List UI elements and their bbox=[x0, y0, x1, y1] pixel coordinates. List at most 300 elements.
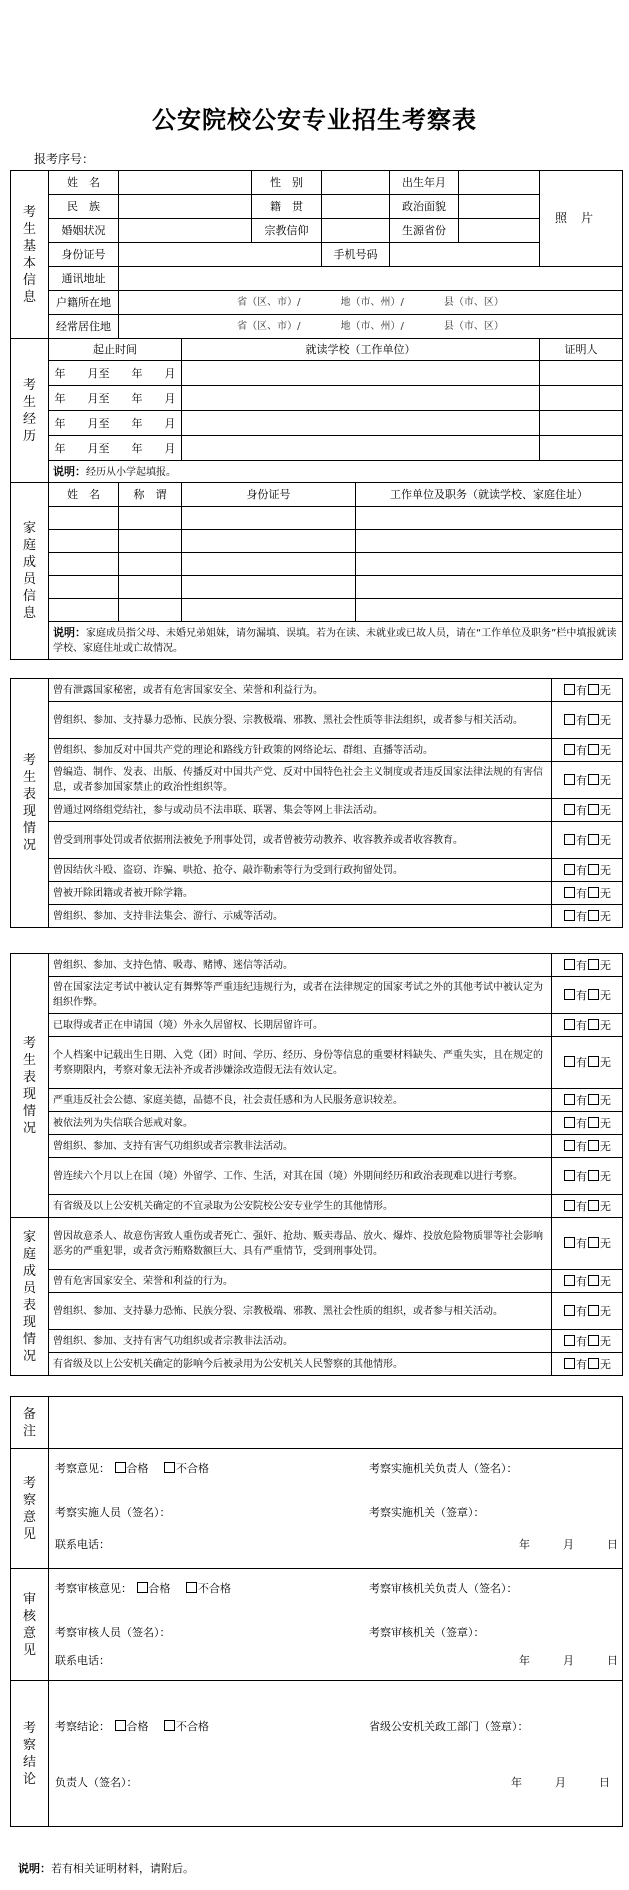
yes-no-choice bbox=[552, 1330, 623, 1353]
marital-status-label: 婚姻状况 bbox=[49, 219, 119, 243]
no-label: 无 bbox=[600, 988, 611, 1002]
yes-checkbox[interactable] bbox=[564, 1019, 575, 1030]
checklist-row bbox=[11, 702, 623, 739]
yes-label: 有 bbox=[576, 988, 587, 1002]
inspection-opinion-cell bbox=[49, 1449, 623, 1569]
household-registration-label: 户籍所在地 bbox=[49, 291, 119, 315]
checklist-row bbox=[11, 1158, 623, 1195]
section-label-candidate-performance: 考生表现情况 bbox=[11, 954, 49, 1218]
no-checkbox[interactable] bbox=[588, 1019, 599, 1030]
yes-label: 有 bbox=[576, 909, 587, 923]
registration-number-label: 报考序号： bbox=[34, 152, 95, 166]
checklist-item-text: 被依法列为失信联合惩戒对象。 bbox=[49, 1112, 552, 1135]
no-checkbox[interactable] bbox=[588, 1170, 599, 1181]
pass-checkbox[interactable] bbox=[137, 1582, 148, 1593]
opinions-table bbox=[10, 1396, 623, 1827]
yes-label: 有 bbox=[576, 886, 587, 900]
candidate-performance-table-2 bbox=[10, 953, 623, 1376]
checklist-row bbox=[11, 1330, 623, 1353]
conclusion-line: 考察结论： 合格 不合格 bbox=[55, 1720, 209, 1733]
checklist-row bbox=[11, 799, 623, 822]
family-work-field[interactable] bbox=[356, 576, 623, 599]
checklist-item-text: 曾有泄露国家秘密，或者有危害国家安全、荣誉和利益行为。 bbox=[49, 679, 552, 702]
yes-label: 有 bbox=[576, 1274, 587, 1288]
family-work-field[interactable] bbox=[356, 553, 623, 576]
start-end-time-header: 起止时间 bbox=[49, 339, 182, 361]
no-checkbox[interactable] bbox=[588, 1237, 599, 1248]
checklist-item-text: 已取得或者正在申请国（境）外永久居留权、长期居留许可。 bbox=[49, 1014, 552, 1037]
no-checkbox[interactable] bbox=[588, 1140, 599, 1151]
yes-label: 有 bbox=[576, 1093, 587, 1107]
experience-period[interactable]: 年 月至 年 月 bbox=[49, 436, 182, 461]
no-checkbox[interactable] bbox=[588, 714, 599, 725]
section-label-family-info: 家庭成员信息 bbox=[11, 483, 49, 660]
yes-checkbox[interactable] bbox=[564, 1056, 575, 1067]
yes-no-choice bbox=[552, 679, 623, 702]
id-card-field[interactable] bbox=[119, 243, 322, 267]
no-label: 无 bbox=[600, 683, 611, 697]
checklist-item-text: 曾编造、制作、发表、出版、传播反对中国共产党、反对中国特色社会主义制度或者违反国家法律法规的有害信息，或者参加国家禁止的政治性组织等。 bbox=[49, 762, 552, 799]
no-checkbox[interactable] bbox=[588, 1335, 599, 1346]
no-checkbox[interactable] bbox=[588, 744, 599, 755]
basic-info-table bbox=[10, 170, 623, 660]
checklist-item-text: 有省级及以上公安机关确定的不宜录取为公安院校公安专业学生的其他情形。 bbox=[49, 1195, 552, 1218]
no-label: 无 bbox=[600, 1304, 611, 1318]
photo-box[interactable]: 照片 bbox=[540, 171, 623, 267]
family-name-header: 姓 名 bbox=[49, 483, 119, 507]
checklist-row bbox=[11, 679, 623, 702]
family-id-card-field[interactable] bbox=[182, 553, 356, 576]
footnote-label: 说明： bbox=[18, 1862, 51, 1875]
section-label-candidate-performance: 考生表现情况 bbox=[11, 679, 49, 928]
no-checkbox[interactable] bbox=[588, 1117, 599, 1128]
no-label: 无 bbox=[600, 1274, 611, 1288]
conclusion-dept-seal[interactable]: 省级公安机关政工部门（签章）： bbox=[369, 1720, 529, 1733]
checklist-item-text: 曾组织、参加、支持有害气功组织或者宗教非法活动。 bbox=[49, 1330, 552, 1353]
no-label: 无 bbox=[600, 743, 611, 757]
native-place-field[interactable] bbox=[322, 195, 390, 219]
section-label-experience: 考生经历 bbox=[11, 339, 49, 483]
basic-row-1 bbox=[11, 171, 623, 195]
remarks-field[interactable] bbox=[49, 1397, 623, 1449]
section-label-conclusion: 考察结论 bbox=[11, 1681, 49, 1827]
yes-no-choice bbox=[552, 1218, 623, 1270]
checklist-item-text: 曾组织、参加、支持色情、吸毒、赌博、迷信等活动。 bbox=[49, 954, 552, 977]
checklist-item-text: 曾有危害国家安全、荣誉和利益的行为。 bbox=[49, 1270, 552, 1293]
no-label: 无 bbox=[600, 1093, 611, 1107]
yes-checkbox[interactable] bbox=[564, 1237, 575, 1248]
section-label-review-opinion: 审核意见 bbox=[11, 1569, 49, 1681]
family-work-field[interactable] bbox=[356, 530, 623, 553]
experience-witness-field[interactable] bbox=[540, 361, 623, 386]
yes-label: 有 bbox=[576, 1018, 587, 1032]
ethnic-label: 民 族 bbox=[49, 195, 119, 219]
no-checkbox[interactable] bbox=[588, 1056, 599, 1067]
experience-row bbox=[11, 361, 623, 386]
religion-label: 宗教信仰 bbox=[252, 219, 322, 243]
review-staff-signature[interactable]: 考察审核人员（签名）： bbox=[55, 1626, 171, 1639]
yes-checkbox[interactable] bbox=[564, 1358, 575, 1369]
ethnic-field[interactable] bbox=[119, 195, 252, 219]
yes-no-choice bbox=[552, 1112, 623, 1135]
residence-field[interactable]: 省（区、市）/ 地（市、州）/ 县（市、区） bbox=[119, 315, 623, 339]
no-checkbox[interactable] bbox=[588, 1305, 599, 1316]
basic-row-7 bbox=[11, 315, 623, 339]
family-relation-field[interactable] bbox=[119, 530, 182, 553]
experience-witness-field[interactable] bbox=[540, 436, 623, 461]
basic-row-5 bbox=[11, 267, 623, 291]
yes-no-choice bbox=[552, 977, 623, 1014]
family-relation-field[interactable] bbox=[119, 553, 182, 576]
review-date[interactable]: 年 月 日 bbox=[519, 1654, 618, 1667]
yes-checkbox[interactable] bbox=[564, 1140, 575, 1151]
gender-label: 性 别 bbox=[252, 171, 322, 195]
yes-no-choice bbox=[552, 739, 623, 762]
yes-checkbox[interactable] bbox=[564, 804, 575, 815]
yes-checkbox[interactable] bbox=[564, 989, 575, 1000]
no-label: 无 bbox=[600, 1199, 611, 1213]
yes-no-choice bbox=[552, 1158, 623, 1195]
checklist-row bbox=[11, 1293, 623, 1330]
family-name-field[interactable] bbox=[49, 576, 119, 599]
experience-witness-field[interactable] bbox=[540, 411, 623, 436]
inspection-staff-signature[interactable]: 考察实施人员（签名）： bbox=[55, 1506, 171, 1519]
origin-province-label: 生源省份 bbox=[390, 219, 459, 243]
inspection-phone[interactable]: 联系电话： bbox=[55, 1538, 110, 1551]
yes-label: 有 bbox=[576, 1056, 587, 1069]
experience-period[interactable]: 年 月至 年 月 bbox=[49, 411, 182, 436]
review-opinion-line: 考察审核意见： 合格 不合格 bbox=[55, 1582, 231, 1595]
family-note: 说明：家庭成员指父母、未婚兄弟姐妹，请勿漏填、误填。若为在读、未就业或已故人员，请在“工作单位及职务”栏中填报就读学校、家庭住址或亡故情况。 bbox=[49, 622, 623, 660]
yes-no-choice bbox=[552, 1135, 623, 1158]
yes-checkbox[interactable] bbox=[564, 714, 575, 725]
review-opinion-row bbox=[11, 1569, 623, 1681]
inspection-opinion-line: 考察意见： 合格 不合格 bbox=[55, 1462, 209, 1475]
yes-no-choice bbox=[552, 1014, 623, 1037]
yes-label: 有 bbox=[576, 1237, 587, 1250]
political-status-label: 政治面貌 bbox=[390, 195, 459, 219]
checklist-row bbox=[11, 859, 623, 882]
yes-label: 有 bbox=[576, 1199, 587, 1213]
conclusion-leader-signature[interactable]: 负责人（签名）： bbox=[55, 1776, 138, 1789]
remarks-row bbox=[11, 1397, 623, 1449]
fail-checkbox[interactable] bbox=[164, 1462, 175, 1473]
checklist-item-text: 曾连续六个月以上在国（境）外留学、工作、生活，对其在国（境）外期间经历和政治表现难以进行考察。 bbox=[49, 1158, 552, 1195]
checklist-row bbox=[11, 977, 623, 1014]
pass-checkbox[interactable] bbox=[115, 1462, 126, 1473]
yes-checkbox[interactable] bbox=[564, 959, 575, 970]
no-label: 无 bbox=[600, 909, 611, 923]
checklist-row bbox=[11, 954, 623, 977]
yes-no-choice bbox=[552, 859, 623, 882]
yes-label: 有 bbox=[576, 1357, 587, 1371]
conclusion-cell bbox=[49, 1681, 623, 1827]
yes-label: 有 bbox=[576, 1304, 587, 1318]
experience-row bbox=[11, 411, 623, 436]
family-relation-field[interactable] bbox=[119, 576, 182, 599]
yes-label: 有 bbox=[576, 1139, 587, 1153]
experience-witness-field[interactable] bbox=[540, 386, 623, 411]
no-label: 无 bbox=[600, 1237, 611, 1250]
no-label: 无 bbox=[600, 863, 611, 877]
yes-checkbox[interactable] bbox=[564, 684, 575, 695]
no-checkbox[interactable] bbox=[588, 804, 599, 815]
family-id-card-field[interactable] bbox=[182, 507, 356, 530]
family-member-row bbox=[11, 507, 623, 530]
yes-label: 有 bbox=[576, 1116, 587, 1130]
checklist-item-text: 曾被开除团籍或者被开除学籍。 bbox=[49, 882, 552, 905]
household-registration-field[interactable]: 省（区、市）/ 地（市、州）/ 县（市、区） bbox=[119, 291, 623, 315]
checklist-row bbox=[11, 1014, 623, 1037]
footnote bbox=[18, 1860, 194, 1876]
family-id-card-field[interactable] bbox=[182, 599, 356, 622]
no-label: 无 bbox=[600, 1116, 611, 1130]
yes-label: 有 bbox=[576, 833, 587, 847]
family-id-card-field[interactable] bbox=[182, 530, 356, 553]
yes-checkbox[interactable] bbox=[564, 864, 575, 875]
experience-school-field[interactable] bbox=[182, 361, 540, 386]
family-name-field[interactable] bbox=[49, 530, 119, 553]
yes-no-choice bbox=[552, 822, 623, 859]
checklist-row bbox=[11, 1112, 623, 1135]
yes-no-choice bbox=[552, 882, 623, 905]
yes-no-choice bbox=[552, 905, 623, 928]
family-name-field[interactable] bbox=[49, 599, 119, 622]
no-checkbox[interactable] bbox=[588, 1094, 599, 1105]
checklist-item-text: 曾组织、参加、支持暴力恐怖、民族分裂、宗教极端、邪教、黑社会性质等非法组织，或者参与相关活动。 bbox=[49, 702, 552, 739]
basic-row-2 bbox=[11, 195, 623, 219]
family-header-row bbox=[11, 483, 623, 507]
yes-no-choice bbox=[552, 1195, 623, 1218]
mobile-field[interactable] bbox=[390, 243, 540, 267]
review-leader-signature[interactable]: 考察审核机关负责人（签名）： bbox=[369, 1582, 518, 1595]
yes-checkbox[interactable] bbox=[564, 1094, 575, 1105]
experience-period[interactable]: 年 月至 年 月 bbox=[49, 386, 182, 411]
checklist-row bbox=[11, 1270, 623, 1293]
experience-header-row bbox=[11, 339, 623, 361]
yes-checkbox[interactable] bbox=[564, 910, 575, 921]
family-member-row bbox=[11, 599, 623, 622]
yes-label: 有 bbox=[576, 713, 587, 727]
family-member-row bbox=[11, 530, 623, 553]
experience-note: 说明：经历从小学起填报。 bbox=[49, 461, 623, 483]
experience-row bbox=[11, 386, 623, 411]
mailing-address-label: 通讯地址 bbox=[49, 267, 119, 291]
fail-checkbox[interactable] bbox=[164, 1720, 175, 1731]
yes-no-choice bbox=[552, 702, 623, 739]
checklist-item-text: 曾组织、参加反对中国共产党的理论和路线方针政策的网络论坛、群组、直播等活动。 bbox=[49, 739, 552, 762]
checklist-item-text: 严重违反社会公德、家庭美德，品德不良，社会责任感和为人民服务意识较差。 bbox=[49, 1089, 552, 1112]
no-checkbox[interactable] bbox=[588, 834, 599, 845]
family-id-card-header: 身份证号 bbox=[182, 483, 356, 507]
family-relation-header: 称 谓 bbox=[119, 483, 182, 507]
basic-row-3 bbox=[11, 219, 623, 243]
birth-label: 出生年月 bbox=[390, 171, 459, 195]
yes-no-choice bbox=[552, 1293, 623, 1330]
checklist-row bbox=[11, 822, 623, 859]
no-checkbox[interactable] bbox=[588, 1275, 599, 1286]
yes-no-choice bbox=[552, 1270, 623, 1293]
conclusion-row bbox=[11, 1681, 623, 1827]
no-checkbox[interactable] bbox=[588, 989, 599, 1000]
footnote-text: 若有相关证明材料，请附后。 bbox=[51, 1862, 194, 1875]
checklist-item-text: 曾通过网络组党结社，参与或动员不法串联、联署、集会等网上非法活动。 bbox=[49, 799, 552, 822]
family-work-field[interactable] bbox=[356, 599, 623, 622]
no-checkbox[interactable] bbox=[588, 887, 599, 898]
yes-checkbox[interactable] bbox=[564, 1335, 575, 1346]
name-label: 姓 名 bbox=[49, 171, 119, 195]
yes-label: 有 bbox=[576, 958, 587, 972]
review-phone[interactable]: 联系电话： bbox=[55, 1654, 110, 1667]
experience-note-row bbox=[11, 461, 623, 483]
family-name-field[interactable] bbox=[49, 507, 119, 530]
inspection-org-seal[interactable]: 考察实施机关（签章）： bbox=[369, 1506, 485, 1519]
checklist-item-text: 曾因故意杀人、故意伤害致人重伤或者死亡、强奸、抢劫、贩卖毒品、放火、爆炸、投放危险物质罪等社会影响恶劣的严重犯罪，或者贪污贿赂数额巨大、具有严重情节，受到刑事处罚。 bbox=[49, 1218, 552, 1270]
family-work-header: 工作单位及职务（就读学校、家庭住址） bbox=[356, 483, 623, 507]
witness-header: 证明人 bbox=[540, 339, 623, 361]
yes-checkbox[interactable] bbox=[564, 1275, 575, 1286]
pass-checkbox[interactable] bbox=[115, 1720, 126, 1731]
experience-period[interactable]: 年 月至 年 月 bbox=[49, 361, 182, 386]
section-label-inspection-opinion: 考察意见 bbox=[11, 1449, 49, 1569]
candidate-performance-table-1 bbox=[10, 678, 623, 928]
no-label: 无 bbox=[600, 1169, 611, 1183]
checklist-row bbox=[11, 1037, 623, 1089]
checklist-item-text: 曾组织、参加、支持暴力恐怖、民族分裂、宗教极端、邪教、黑社会性质的组织，或者参与相关活动。 bbox=[49, 1293, 552, 1330]
form-title: 公安院校公安专业招生考察表 bbox=[152, 106, 477, 134]
yes-checkbox[interactable] bbox=[564, 1305, 575, 1316]
no-checkbox[interactable] bbox=[588, 1200, 599, 1211]
no-checkbox[interactable] bbox=[588, 910, 599, 921]
id-card-label: 身份证号 bbox=[49, 243, 119, 267]
family-work-field[interactable] bbox=[356, 507, 623, 530]
mobile-label: 手机号码 bbox=[322, 243, 390, 267]
gender-field[interactable] bbox=[322, 171, 390, 195]
checklist-item-text: 个人档案中记载出生日期、入党（团）时间、学历、经历、身份等信息的重要材料缺失、严重失实，且在规定的考察期限内，考察对象无法补齐或者涉嫌涂改造假无法有效认定。 bbox=[49, 1037, 552, 1089]
family-member-row bbox=[11, 576, 623, 599]
birth-field[interactable] bbox=[459, 171, 540, 195]
yes-no-choice bbox=[552, 1353, 623, 1376]
checklist-item-text: 曾受到刑事处罚或者依据刑法被免予刑事处罚，或者曾被劳动教养、收容教养或者收容教育。 bbox=[49, 822, 552, 859]
no-label: 无 bbox=[600, 886, 611, 900]
name-field[interactable] bbox=[119, 171, 252, 195]
family-name-field[interactable] bbox=[49, 553, 119, 576]
experience-row bbox=[11, 436, 623, 461]
marital-status-field[interactable] bbox=[119, 219, 252, 243]
yes-no-choice bbox=[552, 799, 623, 822]
no-label: 无 bbox=[600, 958, 611, 972]
inspection-opinion-row bbox=[11, 1449, 623, 1569]
experience-school-field[interactable] bbox=[182, 436, 540, 461]
native-place-label: 籍 贯 bbox=[252, 195, 322, 219]
inspection-leader-signature[interactable]: 考察实施机关负责人（签名）： bbox=[369, 1462, 518, 1475]
no-label: 无 bbox=[600, 1334, 611, 1348]
checklist-row bbox=[11, 762, 623, 799]
yes-label: 有 bbox=[576, 803, 587, 817]
yes-label: 有 bbox=[576, 773, 587, 787]
no-checkbox[interactable] bbox=[588, 864, 599, 875]
yes-checkbox[interactable] bbox=[564, 887, 575, 898]
checklist-row bbox=[11, 882, 623, 905]
yes-label: 有 bbox=[576, 1169, 587, 1183]
no-label: 无 bbox=[600, 1357, 611, 1371]
yes-label: 有 bbox=[576, 1334, 587, 1348]
yes-label: 有 bbox=[576, 683, 587, 697]
political-status-field[interactable] bbox=[459, 195, 540, 219]
yes-checkbox[interactable] bbox=[564, 1170, 575, 1181]
mailing-address-field[interactable] bbox=[119, 267, 623, 291]
family-id-card-field[interactable] bbox=[182, 576, 356, 599]
origin-province-field[interactable] bbox=[459, 219, 540, 243]
experience-school-field[interactable] bbox=[182, 386, 540, 411]
religion-field[interactable] bbox=[322, 219, 390, 243]
no-label: 无 bbox=[600, 1018, 611, 1032]
yes-checkbox[interactable] bbox=[564, 744, 575, 755]
no-checkbox[interactable] bbox=[588, 774, 599, 785]
yes-checkbox[interactable] bbox=[564, 774, 575, 785]
section-label-family-performance: 家庭成员表现情况 bbox=[11, 1218, 49, 1376]
checklist-row bbox=[11, 1135, 623, 1158]
no-label: 无 bbox=[600, 713, 611, 727]
yes-label: 有 bbox=[576, 743, 587, 757]
checklist-item-text: 曾组织、参加、支持有害气功组织或者宗教非法活动。 bbox=[49, 1135, 552, 1158]
no-label: 无 bbox=[600, 1139, 611, 1153]
family-member-row bbox=[11, 553, 623, 576]
fail-checkbox[interactable] bbox=[186, 1582, 197, 1593]
no-checkbox[interactable] bbox=[588, 1358, 599, 1369]
yes-no-choice bbox=[552, 1037, 623, 1089]
no-label: 无 bbox=[600, 773, 611, 787]
checklist-row bbox=[11, 1195, 623, 1218]
review-org-seal[interactable]: 考察审核机关（签章）： bbox=[369, 1626, 485, 1639]
yes-checkbox[interactable] bbox=[564, 1117, 575, 1128]
yes-label: 有 bbox=[576, 863, 587, 877]
family-relation-field[interactable] bbox=[119, 507, 182, 530]
checklist-item-text: 曾因结伙斗殴、盗窃、诈骗、哄抢、抢夺、敲诈勒索等行为受到行政拘留处罚。 bbox=[49, 859, 552, 882]
school-work-unit-header: 就读学校（工作单位） bbox=[182, 339, 540, 361]
inspection-date[interactable]: 年 月 日 bbox=[519, 1538, 618, 1551]
checklist-row bbox=[11, 1218, 623, 1270]
no-label: 无 bbox=[600, 803, 611, 817]
yes-checkbox[interactable] bbox=[564, 834, 575, 845]
section-label-basic-info: 考生基本信息 bbox=[11, 171, 49, 339]
checklist-row bbox=[11, 739, 623, 762]
checklist-row bbox=[11, 1089, 623, 1112]
review-opinion-cell bbox=[49, 1569, 623, 1681]
checklist-item-text: 有省级及以上公安机关确定的影响今后被录用为公安机关人民警察的其他情形。 bbox=[49, 1353, 552, 1376]
yes-checkbox[interactable] bbox=[564, 1200, 575, 1211]
basic-row-4 bbox=[11, 243, 623, 267]
family-note-row bbox=[11, 622, 623, 660]
no-checkbox[interactable] bbox=[588, 684, 599, 695]
checklist-item-text: 曾在国家法定考试中被认定有舞弊等严重违纪违规行为，或者在法律规定的国家考试之外的其他考试中被认定为组织作弊。 bbox=[49, 977, 552, 1014]
family-relation-field[interactable] bbox=[119, 599, 182, 622]
conclusion-date[interactable]: 年 月 日 bbox=[511, 1776, 610, 1789]
checklist-item-text: 曾组织、参加、支持非法集会、游行、示威等活动。 bbox=[49, 905, 552, 928]
yes-no-choice bbox=[552, 1089, 623, 1112]
basic-row-6 bbox=[11, 291, 623, 315]
yes-no-choice bbox=[552, 954, 623, 977]
yes-no-choice bbox=[552, 762, 623, 799]
no-checkbox[interactable] bbox=[588, 959, 599, 970]
no-label: 无 bbox=[600, 833, 611, 847]
no-label: 无 bbox=[600, 1056, 611, 1069]
residence-label: 经常居住地 bbox=[49, 315, 119, 339]
section-label-remarks: 备注 bbox=[11, 1397, 49, 1449]
experience-school-field[interactable] bbox=[182, 411, 540, 436]
checklist-row bbox=[11, 905, 623, 928]
checklist-row bbox=[11, 1353, 623, 1376]
